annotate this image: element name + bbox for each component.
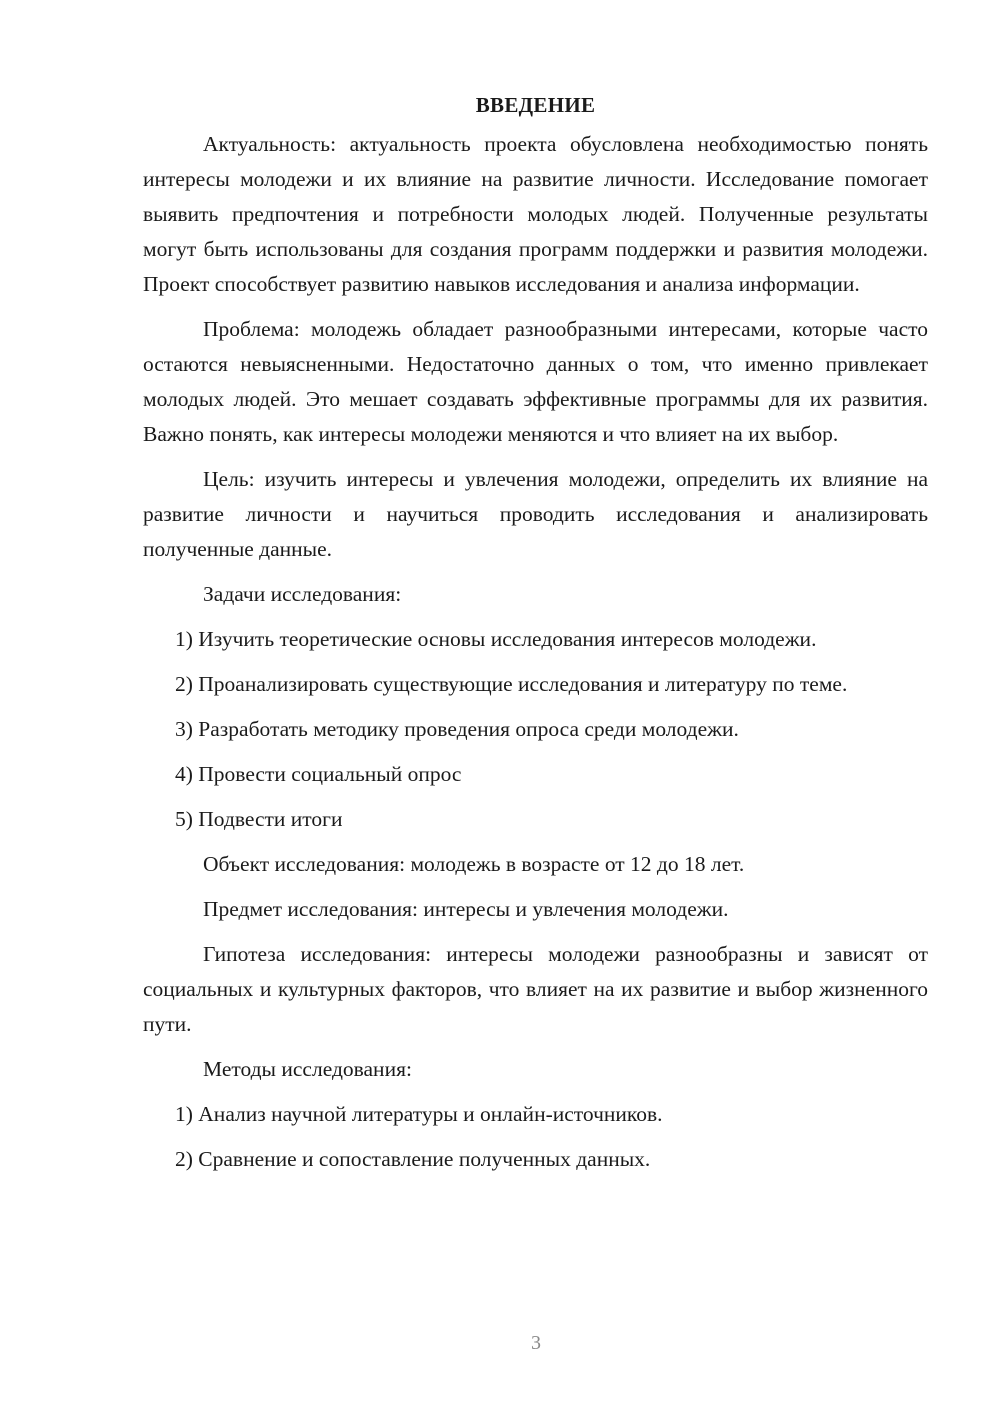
goal-paragraph: Цель: изучить интересы и увлечения молодежи, определить их влияние на развитие личности и научиться проводить исследования и анализировать полученные данные. (143, 467, 928, 561)
task-item-2: 2) Проанализировать существующие исследования и литературу по теме. (175, 672, 848, 696)
hypothesis-paragraph: Гипотеза исследования: интересы молодежи разнообразны и зависят от социальных и культурных факторов, что влияет на их развитие и выбор жизненного пути. (143, 942, 928, 1036)
document-page (143, 88, 928, 1187)
problem-paragraph: Проблема: молодежь обладает разнообразными интересами, которые часто остаются невыясненными. Недостаточно данных о том, что именно привлекает молодых людей. Это мешает создавать эффективные программы для их развития. Важно понять, как интересы молодежи меняются и что влияет на их выбор. (143, 317, 928, 446)
method-item-1: 1) Анализ научной литературы и онлайн-источников. (175, 1102, 663, 1126)
page-number: 3 (531, 1332, 541, 1354)
task-item-5: 5) Подвести итоги (175, 807, 343, 831)
methods-heading: Методы исследования: (203, 1057, 412, 1081)
relevance-paragraph: Актуальность: актуальность проекта обусловлена необходимостью понять интересы молодежи и их влияние на развитие личности. Исследование помогает выявить предпочтения и потребности молодых людей. Полученные результаты могут быть использованы для создания программ поддержки и развития молодежи. Проект способствует развитию навыков исследования и анализа информации. (143, 132, 928, 296)
task-item-4: 4) Провести социальный опрос (175, 762, 462, 786)
task-item-1: 1) Изучить теоретические основы исследования интересов молодежи. (175, 627, 817, 651)
subject-paragraph: Предмет исследования: интересы и увлечения молодежи. (203, 897, 729, 921)
section-title: ВВЕДЕНИЕ (475, 93, 596, 117)
object-paragraph: Объект исследования: молодежь в возрасте от 12 до 18 лет. (203, 852, 745, 876)
task-item-3: 3) Разработать методику проведения опроса среди молодежи. (175, 717, 739, 741)
tasks-heading: Задачи исследования: (203, 582, 402, 606)
method-item-2: 2) Сравнение и сопоставление полученных данных. (175, 1147, 651, 1171)
